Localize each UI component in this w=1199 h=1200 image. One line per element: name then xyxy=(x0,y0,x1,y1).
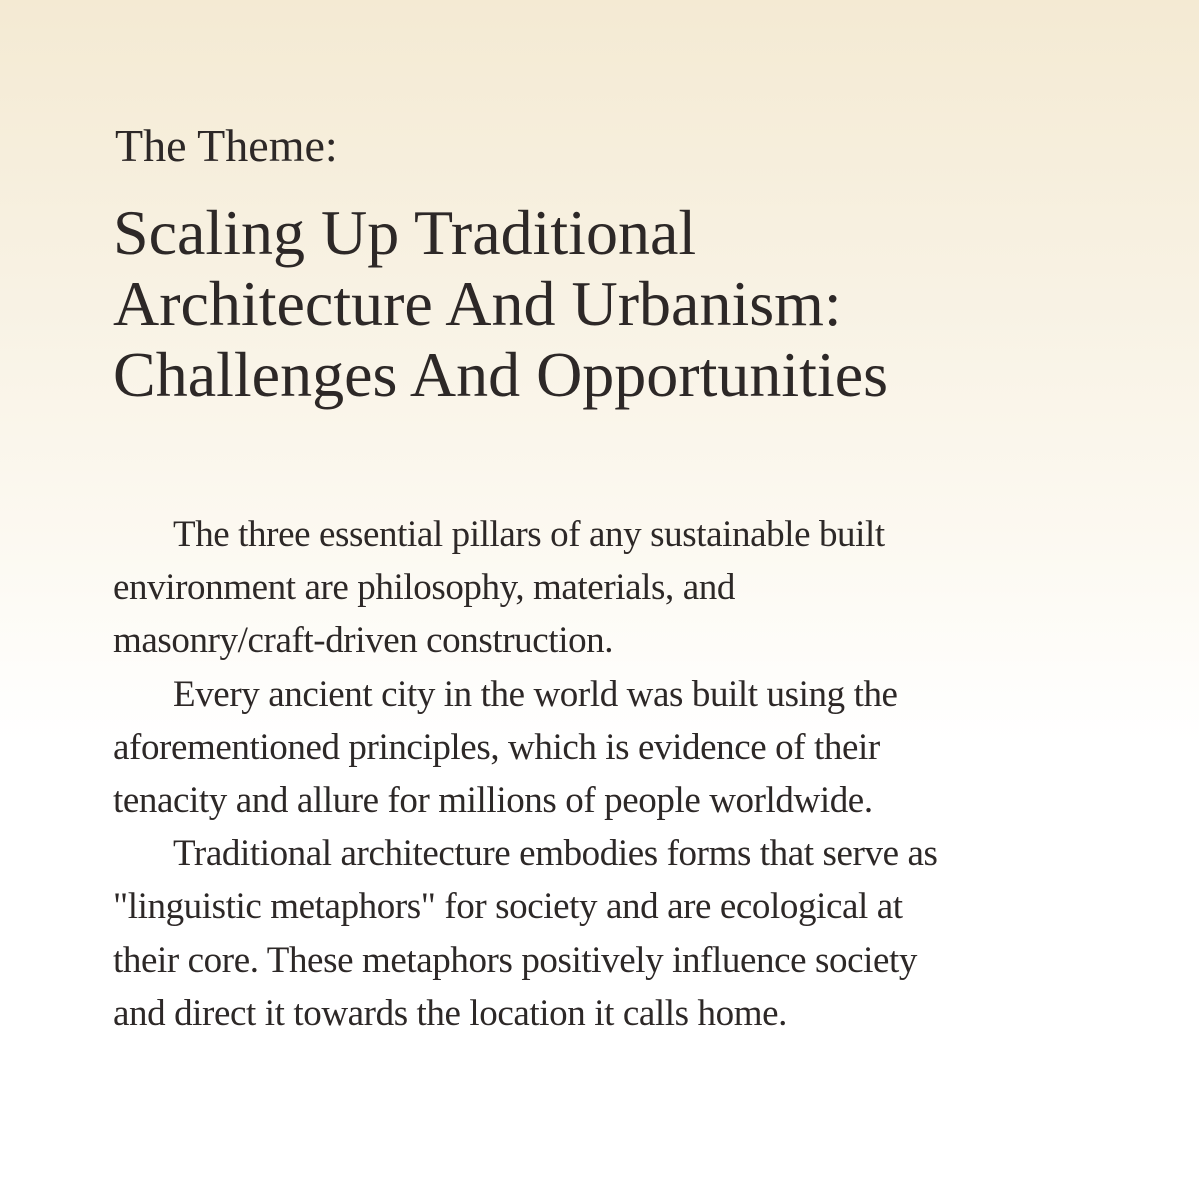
title-line-1: Scaling Up Traditional xyxy=(113,197,697,268)
paragraph-2-line-1: Every ancient city in the world was built using the xyxy=(173,673,898,715)
body-text xyxy=(113,508,1073,1040)
page-title xyxy=(113,197,1133,410)
paragraph-1-line-3: masonry/craft-driven construction. xyxy=(113,620,614,662)
paragraph-3-line-2: "linguistic metaphors" for society and are ecological at xyxy=(113,886,903,928)
paragraph-pillars xyxy=(113,508,1073,668)
paragraph-2-line-2: aforementioned principles, which is evidence of their xyxy=(113,726,880,768)
paragraph-3-line-1: Traditional architecture embodies forms that serve as xyxy=(173,833,938,875)
theme-kicker: The Theme: xyxy=(115,120,338,171)
paragraph-2-line-3: tenacity and allure for millions of people worldwide. xyxy=(113,780,873,822)
title-line-3: Challenges And Opportunities xyxy=(113,339,889,410)
paragraph-ancient-cities xyxy=(113,668,1073,828)
paragraph-3-line-4: and direct it towards the location it calls home. xyxy=(113,992,787,1034)
title-line-2: Architecture And Urbanism: xyxy=(113,268,842,339)
paragraph-1-line-1: The three essential pillars of any sustainable built xyxy=(173,514,885,555)
paragraph-1-line-2: environment are philosophy, materials, and xyxy=(113,567,735,609)
paragraph-metaphors xyxy=(113,827,1073,1040)
paragraph-3-line-3: their core. These metaphors positively influence society xyxy=(113,939,918,981)
